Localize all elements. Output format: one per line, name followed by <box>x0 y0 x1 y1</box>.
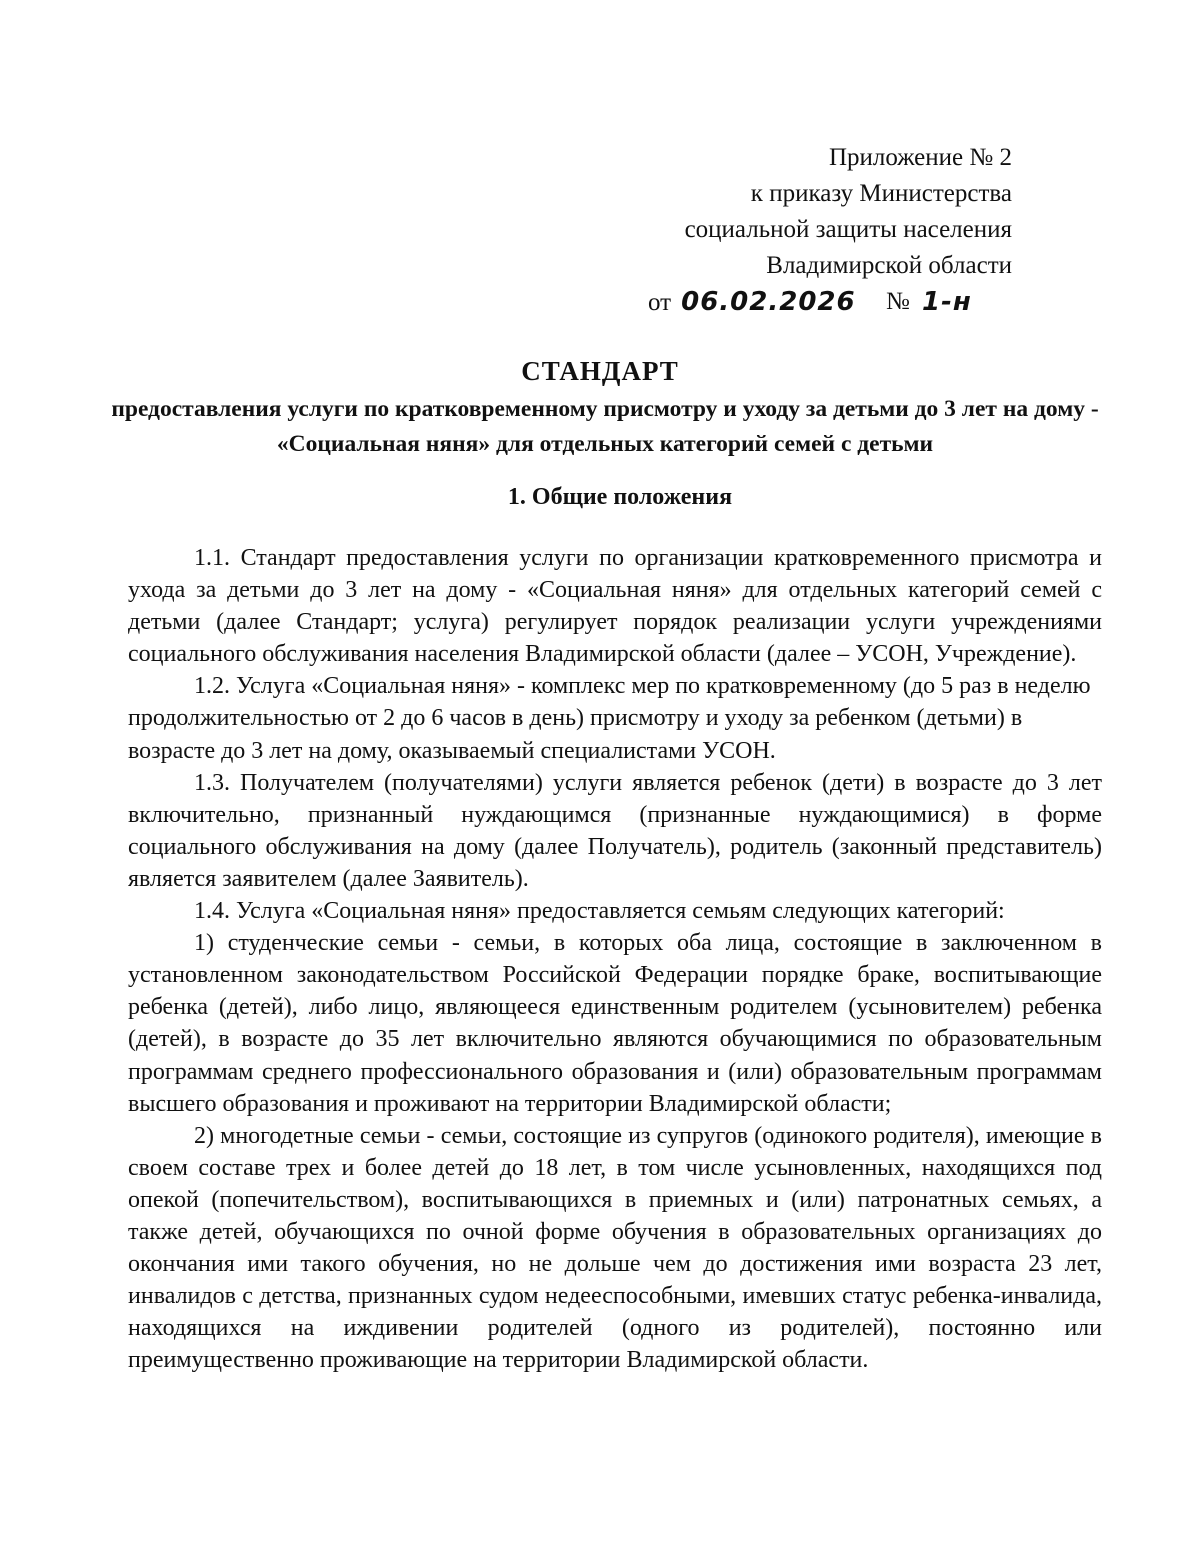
list-item-1: 1) студенческие семьи - семьи, в которых оба лица, состоящие в заключенном в установленном законодательством Российской Федерации порядке браке, воспитывающие ребенка (детей), либо лицо, являющееся единственным родителем (усыновителем) ребенка (детей), в возрасте до 35 лет включительно являются обучающимися по образовательным программам среднего профессионального образования и (или) образовательным программам высшего образования и проживают на территории Владимирской области; <box>128 930 1102 1117</box>
order-date-label: от <box>648 289 672 316</box>
appendix-line-1: Приложение № 2 <box>828 144 1012 171</box>
document-subtitle: предоставления услуги по кратковременному присмотру и уходу за детьми до 3 лет на дому - «Социальная няня» для отдельных категорий семей с детьми <box>111 396 1099 457</box>
appendix-block <box>600 140 1012 321</box>
paragraph-1-1: 1.1. Стандарт предоставления услуги по организации кратковременного присмотра и ухода за детьми до 3 лет на дому - «Социальная няня» для отдельных категорий семей с детьми (далее Стандарт; услуга) регулирует порядок реализации услуги учреждениями социального обслуживания населения Владимирской области (далее – УСОН, Учреждение). <box>128 545 1102 668</box>
order-number-handwritten: 1-н <box>922 287 972 317</box>
list-item-2: 2) многодетные семьи - семьи, состоящие из супругов (одинокого родителя), имеющие в своем составе трех и более детей до 18 лет, в том числе усыновленных, находящихся под опекой (попечительством), воспитывающихся в приемных и (или) патронатных семьях, а также детей, обучающихся по очной форме обучения в образовательных организациях до окончания ими такого обучения, но не дольше чем до достижения ими возраста 23 лет, инвалидов с детства, признанных судом недееспособными, имевших статус ребенка-инвалида, находящихся на иждивении родителей (одного из родителей), постоянно или преимущественно проживающие на территории Владимирской области. <box>128 1122 1102 1374</box>
paragraph-1-3: 1.3. Получателем (получателями) услуги является ребенок (дети) в возрасте до 3 лет включительно, признанный нуждающимся (признанные нуждающимися) в форме социального обслуживания на дому (далее Получатель), родитель (законный представитель) является заявителем (далее Заявитель). <box>128 769 1102 892</box>
document-title: СТАНДАРТ <box>521 356 679 386</box>
paragraph-1-4: 1.4. Услуга «Социальная няня» предоставляется семьям следующих категорий: <box>194 898 1005 925</box>
order-number-label: № <box>886 288 910 315</box>
appendix-line-3: социальной защиты населения <box>684 216 1012 243</box>
paragraph-1-2: 1.2. Услуга «Социальная няня» - комплекс мер по кратковременному (до 5 раз в неделю продолжительностью от 2 до 6 часов в день) присмотру и уходу за ребенком (детьми) в возрасте до 3 лет на дому, оказываемый специалистами УСОН. <box>128 673 1091 764</box>
appendix-line-2: к приказу Министерства <box>750 180 1012 207</box>
order-reference <box>600 284 1012 321</box>
order-date-handwritten: 06.02.2026 <box>681 287 856 317</box>
document-body <box>128 542 1102 1376</box>
appendix-line-4: Владимирской области <box>766 252 1012 279</box>
section-heading: 1. Общие положения <box>507 484 733 510</box>
